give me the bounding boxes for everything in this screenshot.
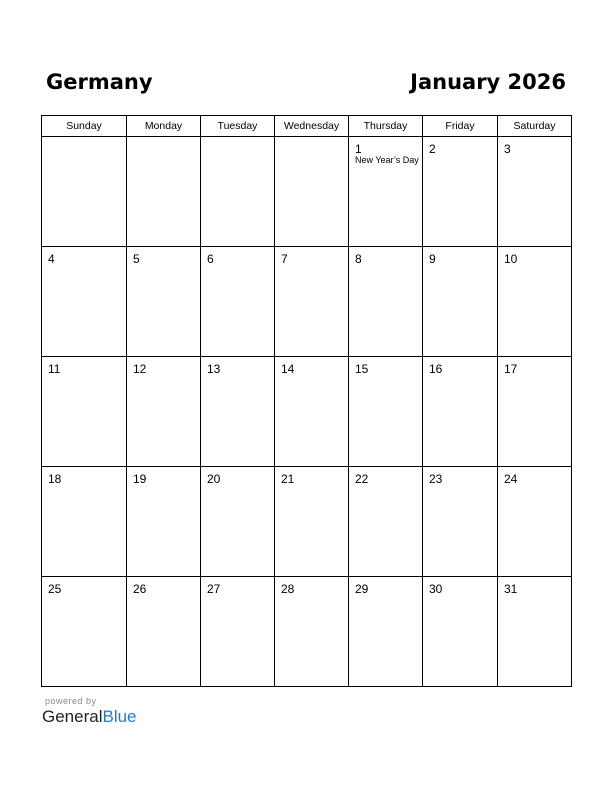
day-number: 16 [429, 362, 443, 376]
day-number: 18 [48, 472, 62, 486]
day-number: 8 [355, 252, 362, 266]
day-cell [423, 577, 498, 687]
week-row [42, 137, 572, 247]
day-number: 13 [207, 362, 221, 376]
day-cell [42, 467, 127, 577]
day-number: 2 [429, 142, 436, 156]
day-number: 6 [207, 252, 214, 266]
day-number: 10 [504, 252, 518, 266]
weekday-header: Wednesday [275, 116, 349, 137]
day-number: 7 [281, 252, 288, 266]
weekday-header: Sunday [42, 116, 127, 137]
week-row [42, 467, 572, 577]
day-cell [201, 467, 275, 577]
week-row [42, 357, 572, 467]
day-cell [423, 357, 498, 467]
day-cell [42, 137, 127, 247]
day-cell [498, 357, 572, 467]
day-cell [349, 247, 423, 357]
powered-by-text: powered by [45, 696, 97, 706]
day-number: 26 [133, 582, 147, 596]
day-cell [275, 357, 349, 467]
day-number: 30 [429, 582, 443, 596]
day-cell [423, 137, 498, 247]
day-number: 11 [48, 362, 61, 376]
day-cell [275, 467, 349, 577]
day-number: 9 [429, 252, 436, 266]
day-number: 14 [281, 362, 295, 376]
day-cell [127, 137, 201, 247]
day-cell [127, 357, 201, 467]
weekday-header: Saturday [498, 116, 572, 137]
day-number: 28 [281, 582, 295, 596]
day-cell [349, 137, 423, 247]
day-cell [42, 577, 127, 687]
day-cell [498, 577, 572, 687]
day-cell [498, 137, 572, 247]
logo-blue-text: Blue [102, 707, 137, 726]
country-title: Germany [46, 70, 153, 94]
day-cell [42, 357, 127, 467]
day-number: 12 [133, 362, 147, 376]
day-number: 5 [133, 252, 140, 266]
day-number: 21 [281, 472, 295, 486]
day-cell [201, 247, 275, 357]
day-cell [42, 247, 127, 357]
day-number: 20 [207, 472, 221, 486]
day-cell [127, 577, 201, 687]
day-number: 3 [504, 142, 511, 156]
day-number: 24 [504, 472, 518, 486]
day-cell [275, 577, 349, 687]
day-cell [201, 137, 275, 247]
day-number: 17 [504, 362, 518, 376]
day-number: 15 [355, 362, 369, 376]
weekday-header: Tuesday [201, 116, 275, 137]
day-number: 1 [355, 142, 362, 156]
day-cell [423, 467, 498, 577]
day-cell [349, 577, 423, 687]
weekday-header: Friday [423, 116, 498, 137]
day-cell [127, 467, 201, 577]
calendar-grid [41, 115, 572, 687]
generalblue-logo[interactable] [42, 707, 137, 727]
day-cell [498, 247, 572, 357]
weekday-header-row [42, 116, 572, 137]
logo-general-text: General [42, 707, 103, 726]
holiday-label: New Year’s Day [355, 155, 419, 165]
day-cell [127, 247, 201, 357]
day-cell [275, 247, 349, 357]
weekday-header: Thursday [349, 116, 423, 137]
day-cell [201, 577, 275, 687]
day-number: 22 [355, 472, 369, 486]
day-number: 4 [48, 252, 55, 266]
day-cell [275, 137, 349, 247]
day-cell [423, 247, 498, 357]
month-year-title: January 2026 [410, 70, 566, 94]
day-number: 29 [355, 582, 369, 596]
day-number: 31 [504, 582, 518, 596]
day-cell [201, 357, 275, 467]
day-number: 25 [48, 582, 62, 596]
weekday-header: Monday [127, 116, 201, 137]
week-row [42, 577, 572, 687]
day-number: 19 [133, 472, 147, 486]
day-cell [349, 467, 423, 577]
week-row [42, 247, 572, 357]
day-cell [498, 467, 572, 577]
day-number: 27 [207, 582, 221, 596]
day-cell [349, 357, 423, 467]
day-number: 23 [429, 472, 443, 486]
